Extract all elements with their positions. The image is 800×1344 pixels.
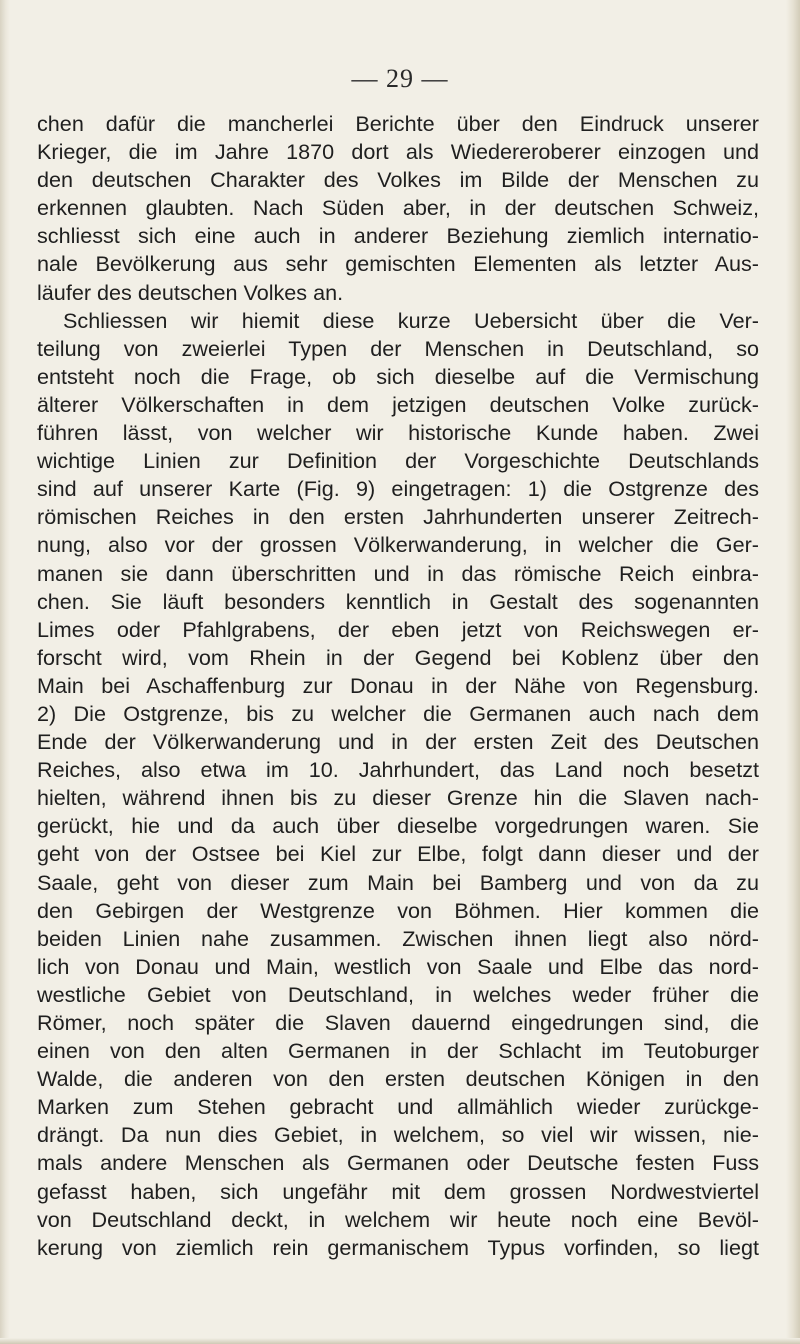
text-line: römischen Reiches in den ersten Jahrhunderten unserer Zeitrech- [37,504,759,530]
text-line: chen dafür die mancherlei Berichte über den Eindruck unserer [37,111,759,136]
text-line: gerückt, hie und da auch über dieselbe vorgedrungen waren. Sie [37,813,759,839]
text-line: Schliessen wir hiemit diese kurze Uebersicht über die Ver- [63,307,759,333]
text-line: Reiches, also etwa im 10. Jahrhundert, das Land noch besetzt [37,757,759,783]
text-line: den deutschen Charakter des Volkes im Bilde der Menschen zu [37,167,759,193]
text-line: gefasst haben, sich ungefähr mit dem grossen Nordwestviertel [37,1178,759,1204]
text-line: erkennen glaubten. Nach Süden aber, in der deutschen Schweiz, [37,195,759,221]
text-line: Saale, geht von dieser zum Main bei Bamberg und von da zu [37,869,759,895]
text-line: entsteht noch die Frage, ob sich dieselbe auf die Vermischung [37,363,759,389]
text-line: führen lässt, von welcher wir historische Kunde haben. Zwei [37,420,759,446]
text-line: westliche Gebiet von Deutschland, in welches weder früher die [37,981,759,1007]
text-line: sind auf unserer Karte (Fig. 9) eingetragen: 1) die Ostgrenze des [37,476,759,502]
text-line: den Gebirgen der Westgrenze von Böhmen. Hier kommen die [37,897,759,923]
text-line: Römer, noch später die Slaven dauernd eingedrungen sind, die [37,1010,759,1035]
text-line: 2) Die Ostgrenze, bis zu welcher die Germanen auch nach dem [37,700,759,726]
text-line: Walde, die anderen von den ersten deutschen Königen in den [37,1066,759,1092]
text-line: lich von Donau und Main, westlich von Saale und Elbe das nord- [37,953,759,979]
text-line: Krieger, die im Jahre 1870 dort als Wiedereroberer einzogen und [37,139,759,165]
text-line: geht von der Ostsee bei Kiel zur Elbe, folgt dann dieser und der [37,841,759,867]
text-line: Ende der Völkerwanderung und in der ersten Zeit des Deutschen [37,729,759,755]
text-line: einen von den alten Germanen in der Schlacht im Teutoburger [37,1038,759,1064]
text-line: Limes oder Pfahlgrabens, der eben jetzt von Reichswegen er- [37,616,759,642]
page-left-edge-shadow [0,0,10,1344]
text-line: forscht wird, vom Rhein in der Gegend bei Koblenz über den [37,644,759,670]
page-number: — 29 — [351,64,449,93]
text-line: hielten, während ihnen bis zu dieser Grenze hin die Slaven nach- [37,785,759,811]
text-line: drängt. Da nun dies Gebiet, in welchem, so viel wir wissen, nie- [37,1122,759,1148]
text-line: wichtige Linien zur Definition der Vorgeschichte Deutschlands [37,448,759,474]
body-text [37,110,759,1262]
text-line: chen. Sie läuft besonders kenntlich in Gestalt des sogenannten [37,588,759,614]
text-line: läufer des deutschen Volkes an. [37,279,344,305]
text-line: Marken zum Stehen gebracht und allmählich wieder zurückge- [37,1094,759,1120]
page-bottom-edge-shadow [0,1338,800,1344]
text-line: älterer Völkerschaften in dem jetzigen deutschen Volke zurück- [37,391,759,417]
text-line: manen sie dann überschritten und in das römische Reich einbra- [37,560,759,586]
text-line: schliesst sich eine auch in anderer Beziehung ziemlich internatio- [37,223,759,249]
text-line: kerung von ziemlich rein germanischem Typus vorfinden, so liegt [37,1234,759,1260]
text-line: Main bei Aschaffenburg zur Donau in der Nähe von Regensburg. [37,672,759,698]
page-right-edge-shadow [786,0,800,1344]
text-line: mals andere Menschen als Germanen oder Deutsche festen Fuss [37,1150,759,1176]
text-line: teilung von zweierlei Typen der Menschen in Deutschland, so [37,335,759,361]
text-line: von Deutschland deckt, in welchem wir heute noch eine Bevöl- [37,1206,759,1232]
text-line: nung, also vor der grossen Völkerwanderung, in welcher die Ger- [37,532,759,558]
text-line: beiden Linien nahe zusammen. Zwischen ihnen liegt also nörd- [37,925,759,951]
text-line: nale Bevölkerung aus sehr gemischten Elementen als letzter Aus- [37,251,759,277]
